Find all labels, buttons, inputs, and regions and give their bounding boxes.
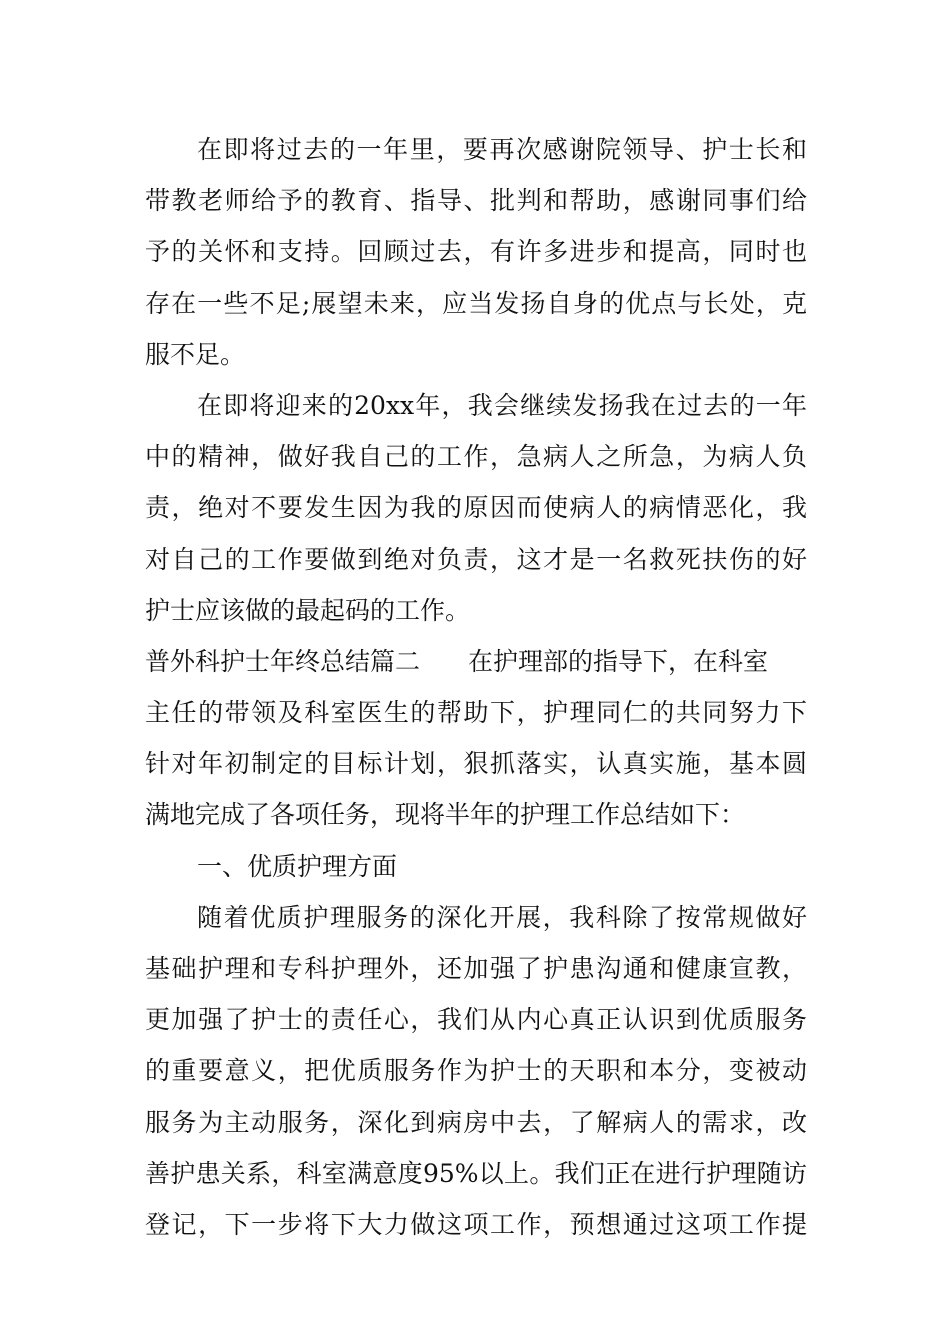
paragraph-line: 带教老师给予的教育、指导、批判和帮助，感谢同事们给 — [145, 186, 807, 216]
paragraph-line: 主任的带领及科室医生的帮助下，护理同仁的共同努力下 — [145, 698, 807, 728]
paragraph-line: 责，绝对不要发生因为我的原因而使病人的病情恶化，我 — [145, 493, 807, 523]
paragraph-line: 善护患关系，科室满意度95%以上。我们正在进行护理随访 — [145, 1158, 807, 1188]
paragraph-line: 在即将过去的一年里，要再次感谢院领导、护士长和 — [197, 135, 807, 164]
paragraph-line: 随着优质护理服务的深化开展，我科除了按常规做好 — [197, 902, 807, 932]
paragraph-line: 存在一些不足;展望未来，应当发扬自身的优点与长处，克 — [145, 288, 807, 318]
paragraph-line: 针对年初制定的目标计划，狠抓落实，认真实施，基本圆 — [145, 749, 807, 779]
paragraph-line: 登记，下一步将下大力做这项工作，预想通过这项工作提 — [145, 1209, 807, 1239]
paragraph-line: 更加强了护士的责任心，我们从内心真正认识到优质服务 — [145, 1005, 807, 1035]
section-heading-line — [145, 636, 807, 687]
section-title: 普外科护士年终总结篇二 — [145, 646, 421, 676]
paragraph-line: 满地完成了各项任务，现将半年的护理工作总结如下： — [145, 800, 746, 830]
paragraph-line: 的重要意义，把优质服务作为护士的天职和本分，变被动 — [145, 1056, 807, 1086]
paragraph-line: 在即将迎来的20xx年，我会继续发扬我在过去的一年 — [197, 390, 807, 420]
paragraph-line: 对自己的工作要做到绝对负责，这才是一名救死扶伤的好 — [145, 544, 807, 574]
paragraph-line: 服务为主动服务，深化到病房中去，了解病人的需求，改 — [145, 1107, 807, 1137]
section-first-line-text: 在护理部的指导下，在科室 — [468, 646, 769, 676]
paragraph-line: 予的关怀和支持。回顾过去，有许多进步和提高，同时也 — [145, 237, 807, 267]
paragraph-line: 基础护理和专科护理外，还加强了护患沟通和健康宣教， — [145, 954, 807, 983]
subheading: 一、优质护理方面 — [197, 851, 398, 881]
paragraph-line: 护士应该做的最起码的工作。 — [145, 595, 471, 625]
paragraph-line: 服不足。 — [145, 339, 246, 369]
paragraph-line: 中的精神，做好我自己的工作，急病人之所急，为病人负 — [145, 442, 807, 472]
document-body — [145, 124, 807, 1250]
